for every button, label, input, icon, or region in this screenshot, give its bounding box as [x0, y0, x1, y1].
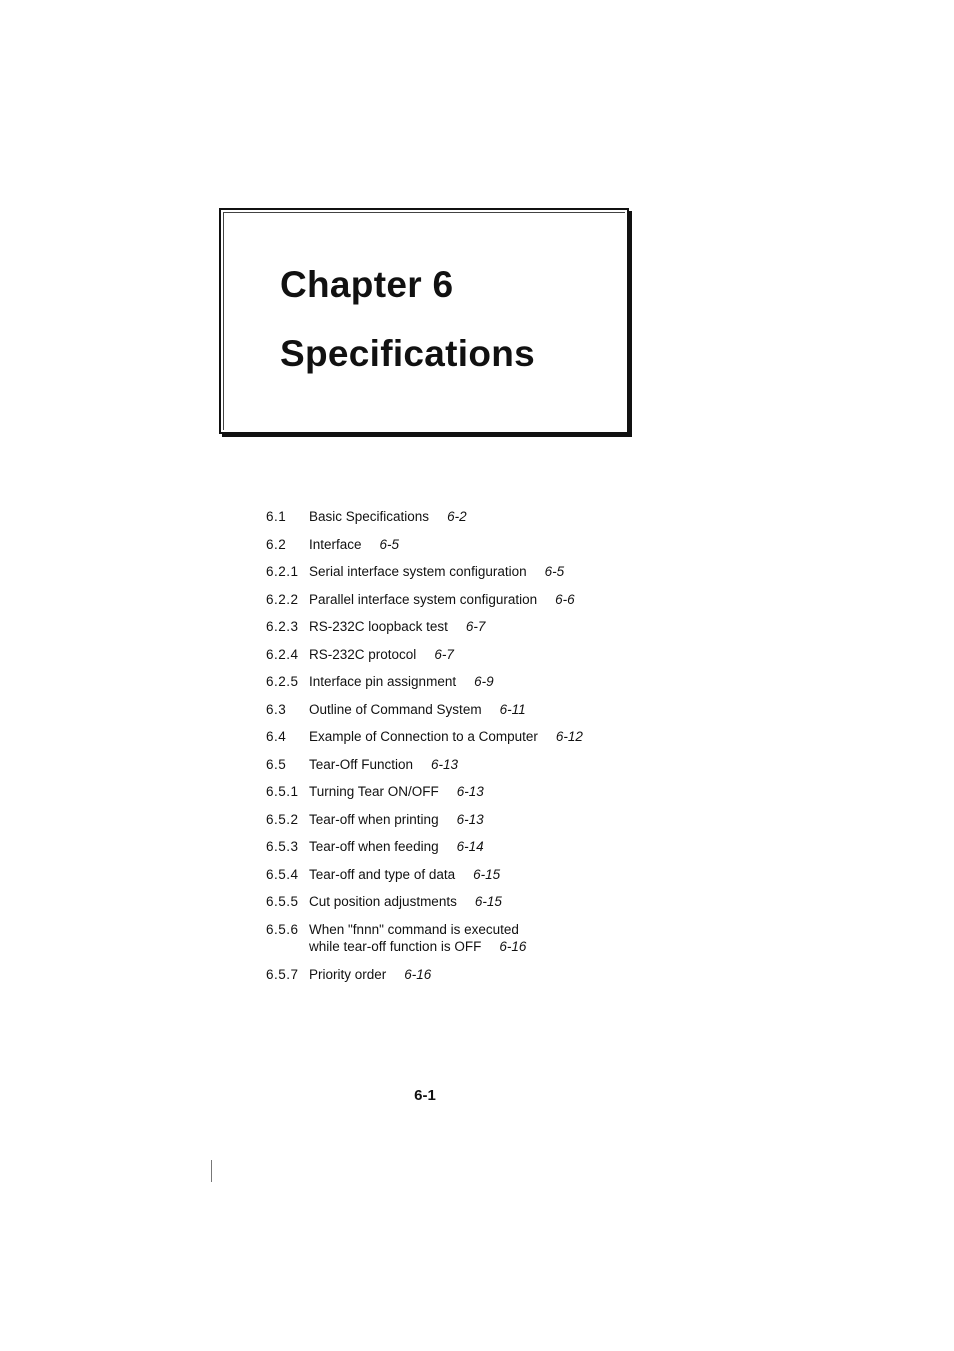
toc-page-ref: 6-16 — [404, 966, 432, 982]
toc-page-ref: 6-13 — [431, 756, 459, 772]
toc-number: 6.1 — [266, 509, 287, 524]
toc-title-text: Tear-Off Function — [309, 756, 414, 772]
toc-title-text: Basic Specifications — [309, 509, 430, 524]
toc-title — [309, 866, 500, 883]
toc-item-6-5-7 — [266, 966, 666, 994]
toc-title-text: Turning Tear ON/OFF — [309, 784, 439, 799]
toc-page-ref: 6-16 — [499, 938, 527, 954]
toc-number: 6.2 — [266, 536, 287, 552]
toc-title-line-2 — [309, 938, 526, 955]
toc-title — [309, 728, 583, 745]
toc-title-text: Tear-off and type of data — [309, 866, 456, 882]
toc-item-6-5-3 — [266, 838, 666, 866]
toc-title — [309, 783, 484, 800]
toc-title — [309, 646, 454, 663]
toc-item-6-5 — [266, 756, 666, 784]
chapter-heading-box — [219, 208, 629, 434]
toc-number: 6.5.2 — [266, 811, 299, 827]
toc-item-6-2-3 — [266, 618, 666, 646]
toc-title-text: Interface — [309, 536, 362, 552]
toc-title — [309, 563, 564, 580]
toc-page-ref: 6-6 — [555, 591, 575, 607]
toc-title — [309, 966, 431, 983]
toc-number: 6.2.4 — [266, 646, 299, 662]
margin-mark — [211, 1160, 212, 1182]
toc-item-6-2-5 — [266, 673, 666, 701]
toc-number: 6.5.3 — [266, 839, 299, 854]
toc-item-6-4 — [266, 728, 666, 756]
toc-title-text: Parallel interface system configuration — [309, 591, 538, 607]
toc-title-text: RS-232C loopback test — [309, 619, 448, 634]
toc-page-ref: 6-12 — [555, 729, 583, 744]
toc-item-6-2 — [266, 536, 666, 564]
toc-item-6-5-4 — [266, 866, 666, 894]
toc-page-ref: 6-5 — [379, 536, 400, 552]
toc-item-6-2-4 — [266, 646, 666, 674]
toc-number: 6.5.5 — [266, 894, 299, 909]
toc-number: 6.2.3 — [266, 619, 299, 634]
toc-title-text: Tear-off when feeding — [309, 839, 439, 854]
toc-title-text: Serial interface system configuration — [309, 564, 527, 579]
toc-title-text: Outline of Command System — [309, 701, 482, 717]
toc-title-text: Interface pin assignment — [309, 674, 457, 689]
table-of-contents — [266, 508, 666, 993]
toc-number: 6.2.2 — [266, 591, 299, 607]
toc-number: 6.4 — [266, 729, 287, 744]
toc-item-6-5-6 — [266, 921, 666, 966]
toc-page-ref: 6-7 — [465, 619, 486, 634]
toc-title — [309, 893, 502, 910]
toc-title-text: Cut position adjustments — [309, 894, 457, 909]
toc-page-ref: 6-11 — [499, 701, 526, 717]
toc-page-ref: 6-2 — [447, 509, 467, 524]
toc-title — [309, 838, 484, 855]
toc-page-ref: 6-7 — [434, 646, 454, 662]
chapter-title: Chapter 6 — [280, 264, 454, 305]
toc-page-ref: 6-9 — [474, 674, 494, 689]
toc-title — [309, 508, 467, 525]
toc-page-ref: 6-15 — [474, 894, 502, 909]
toc-item-6-5-1 — [266, 783, 666, 811]
toc-number: 6.5.7 — [266, 966, 299, 982]
toc-title-line-1: When "fnnn" command is executed — [309, 921, 519, 937]
toc-item-6-2-1 — [266, 563, 666, 591]
toc-title-text: Priority order — [309, 966, 387, 982]
toc-item-6-5-2 — [266, 811, 666, 839]
toc-title — [309, 921, 526, 955]
toc-number: 6.2.5 — [266, 674, 299, 689]
toc-page-ref: 6-15 — [473, 866, 501, 882]
toc-title-text: Tear-off when printing — [309, 811, 439, 827]
toc-title-text: RS-232C protocol — [309, 646, 417, 662]
toc-title-text: while tear-off function is OFF — [309, 938, 482, 954]
toc-page-ref: 6-13 — [456, 811, 484, 827]
toc-number: 6.3 — [266, 701, 287, 717]
toc-number: 6.5.4 — [266, 866, 299, 882]
page-number: 6-1 — [414, 1087, 436, 1104]
toc-item-6-5-5 — [266, 893, 666, 921]
chapter-subtitle: Specifications — [280, 333, 536, 374]
toc-page-ref: 6-5 — [544, 564, 565, 579]
toc-title — [309, 756, 458, 773]
toc-item-6-1 — [266, 508, 666, 536]
toc-number: 6.2.1 — [266, 564, 299, 579]
toc-number: 6.5.6 — [266, 921, 299, 937]
toc-item-6-3 — [266, 701, 666, 729]
toc-title — [309, 618, 485, 635]
toc-number: 6.5.1 — [266, 784, 299, 799]
toc-title — [309, 673, 494, 690]
toc-title-text: Example of Connection to a Computer — [309, 729, 538, 744]
toc-title — [309, 701, 526, 718]
toc-title — [309, 536, 399, 553]
toc-title — [309, 811, 484, 828]
toc-item-6-2-2 — [266, 591, 666, 619]
toc-title — [309, 591, 575, 608]
toc-page-ref: 6-13 — [456, 784, 484, 799]
toc-number: 6.5 — [266, 756, 287, 772]
toc-page-ref: 6-14 — [456, 839, 484, 854]
